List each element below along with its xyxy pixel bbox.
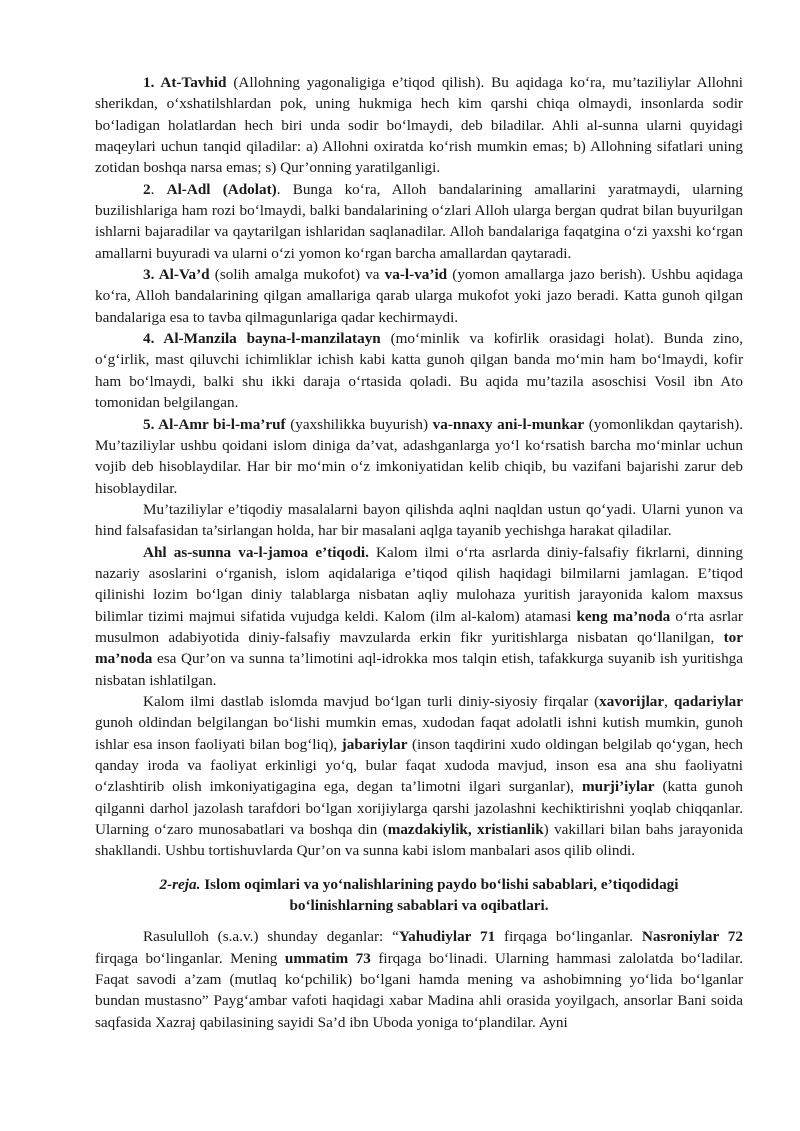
term-va-l-vaid: va-l-va’id (384, 266, 448, 284)
number-2: 2 (143, 180, 151, 198)
term-al-manzila: 4. Al-Manzila bayna-l-manzilatayn (143, 330, 381, 348)
paragraph-adl: 2. Al-Adl (Adolat). Bunga ko‘ra, Alloh bandalarining amallarini yaratmaydi, ularning buzilishlariga ham rozi bo‘lmaydi, balki bandalarining o‘zlari Alloh ularga bergan qudrat bilan buyurilgan ishlarni bajaradilar va qaytarilgan ishlaridan saqlanadilar. Alloh bandalariga faqatgina o‘zi yaxshi ko‘rgan amallarni buyuradi va ularni o‘zi yomon ko‘rgan barcha amallardan qaytaradi. (95, 180, 744, 262)
term-keng-manoda: keng ma’noda (576, 607, 671, 625)
paragraph-kalom: Kalom ilmi dastlab islomda mavjud bo‘lgan turli diniy-siyosiy firqalar (xavorijlar, qadariylar gunoh oldindan belgilangan bo‘lishi mumkin emas, xudodan faqat adolatli ishni kutish mumkin, gunoh ishlar esa inson faoliyati bilan bog‘liq), jabariylar (inson taqdirini xudo oldingan belgilab qo‘ygan, hech qanday iroda va faoliyat erkinligi yo‘q, bular faqat xudoda mavjud, inson esa ana shu faoliyatni o‘zlashtirib olish imkoniyatigagina ega, degan ta’limotni ilgari surganlar), murji’iylar (katta gunoh qilganni darhol jazolash tarafdori bo‘lgan xorijiylarga qarshi jazolashni kechiktirishni yoqlab chiqqanlar. Ularning o‘zaro munosabatlari va boshqa din (mazdakiylik, xristianlik) vakillari bilan bahs jarayonida shakllandi. Ushbu tortishuvlarda Qur’on va sunna kabi islom manbalari asos qilib olindi. (95, 692, 744, 860)
term-ahl-as-sunna: Ahl as-sunna va-l-jamoa e’tiqodi. (143, 543, 369, 561)
term-yahudiylar: Yahudiylar 71 (398, 928, 496, 946)
term-al-vad: 3. Al-Va’d (143, 266, 210, 284)
term-qadariylar: qadariylar (673, 692, 744, 710)
term-murjiiylar: murji’iylar (581, 778, 655, 796)
paragraph-tavhid: 1. At-Tavhid (Allohning yagonaligiga e’tiqod qilish). Bu aqidaga ko‘ra, mu’taziliylar Allohni sherikdan, o‘xshatilshlardan pok, uning hukmiga hech kim qarshi chiqa olmaydi, insonlarda sodir bo‘ladigan holatlardan hech biri unda sodir bo‘lmaydi, deb biladilar. Ahli al-sunna ularni quyidagi maqeylari uchun tanqid qiladilar: a) Allohni oxiratda ko‘rish mumkin emas; b) Allohning sifatlari uning zotidan boshqa narsa emas; s) Qur’onning yaratilganligi. (95, 74, 743, 177)
term-nasroniylar: Nasroniylar 72 (641, 928, 743, 946)
term-al-amr: 5. Al-Amr bi-l-ma’ruf (143, 415, 286, 433)
term-al-adl: Al-Adl (Adolat) (166, 180, 277, 198)
section-heading: 2-reja. Islom oqimlari va yo‘nalishlarining paydo bo‘lishi sabablari, e’tiqodidagi bo‘linishlarning sabablari va oqibatlari. (159, 875, 679, 915)
paragraph-manzila: 4. Al-Manzila bayna-l-manzilatayn (mo‘minlik va kofirlik orasidagi holat). Bunda zino, o‘g‘irlik, mast qiluvchi ichimliklar ichish kabi katta gunoh qilgan banda mo‘min ham bo‘lmaydi, kofir ham bo‘lmaydi, balki shu ikki daraja o‘rtasida qoladi. Bu aqida mu’tazila asoschisi Vosil ibn Ato tomonidan belgilangan. (95, 330, 743, 412)
term-ummatim: ummatim 73 (284, 949, 371, 967)
paragraph-amr: 5. Al-Amr bi-l-ma’ruf (yaxshilikka buyurish) va-nnaxy ani-l-munkar (yomonlikdan qaytarish). Mu’taziliylar ushbu qoidani islom diniga da’vat, adashganlarga yo‘l ko‘rsatish barcha mo‘minlar uchun vojib deb hisoblaydilar. Har bir mo‘min o‘z imkoniyatidan kelib chiqib, bu vazifani bajarishi zarur deb hisoblaydilar. (95, 415, 744, 497)
paragraph-rasululloh: Rasululloh (s.a.v.) shunday deganlar: “Yahudiylar 71 firqaga bo‘linganlar. Nasroniylar 72 firqaga bo‘linganlar. Mening ummatim 73 firqaga bo‘linadi. Ularning hammasi zalolatda bo‘ladilar. Faqat savodi a’zam (mutlaq ko‘pchilik) bo‘lgani hamda mening va ashobimning yo‘lida bo‘lganlar bundan mustasno” Payg‘ambar vafoti haqidagi xabar Madina ahli orasida yoyilgach, ansorlar Bani soida saqfasida Xazraj qabilasining sayidi Sa’d ibn Uboda yoniga to‘plandilar. Ayni (95, 928, 743, 1031)
term-at-tavhid: 1. At-Tavhid (143, 74, 227, 91)
document-page (95, 72, 743, 1033)
paragraph-mutaziliylar: Mu’taziliylar e’tiqodiy masalalarni bayon qilishda aqlni naqldan ustun qo‘yadi. Ularni yunon va hind falsafasidan ta’sirlangan holda, har bir masalani aqlga tayanib yechishga harakat qiladilar. (95, 500, 743, 540)
paragraph-vad: 3. Al-Va’d (solih amalga mukofot) va va-l-va’id (yomon amallarga jazo berish). Ushbu aqidaga ko‘ra, Alloh bandalarining qilgan amallariga qarab ularga mukofot yoki jazo beradi. Katta gunoh qilgan bandalariga esa to tavba qilmagunlariga qadar kechirmaydi. (95, 266, 743, 326)
term-tor-manoda: tor ma’noda (95, 628, 743, 668)
heading-reja-label: 2-reja. (159, 875, 201, 893)
paragraph-ahl-as-sunna: Ahl as-sunna va-l-jamoa e’tiqodi. Kalom ilmi o‘rta asrlarda diniy-falsafiy fikrlarni, dinning nazariy asoslarini o‘rganish, islom aqidalariga e’tiqod qilish haqidagi bilmilarni jamlagan. E’tiqod qilinishi lozim bo‘lgan diniy talablarga nisbatan aqliy mulohaza yuritish jarayonida kalom maxsus bilimlar tizimi majmui sifatida vujudga keldi. Kalom (ilm al-kalom) atamasi keng ma’noda o‘rta asrlar musulmon adabiyotida diniy-falsafiy mavzularda erkin fikr yuritishlarga nisbatan qo‘llanilgan, tor ma’noda esa Qur’on va sunna ta’limotini aql-idrokka mos talqin etish, tafakkurga suyanib ish yuritishga nisbatan ishlatilgan. (95, 543, 743, 689)
term-va-nnaxy: va-nnaxy ani-l-munkar (432, 415, 585, 433)
term-mazdakiylik: mazdakiylik, xristianlik (387, 821, 544, 839)
term-jabariylar: jabariylar (341, 735, 408, 753)
term-xavorijlar: xavorijlar (599, 692, 665, 710)
